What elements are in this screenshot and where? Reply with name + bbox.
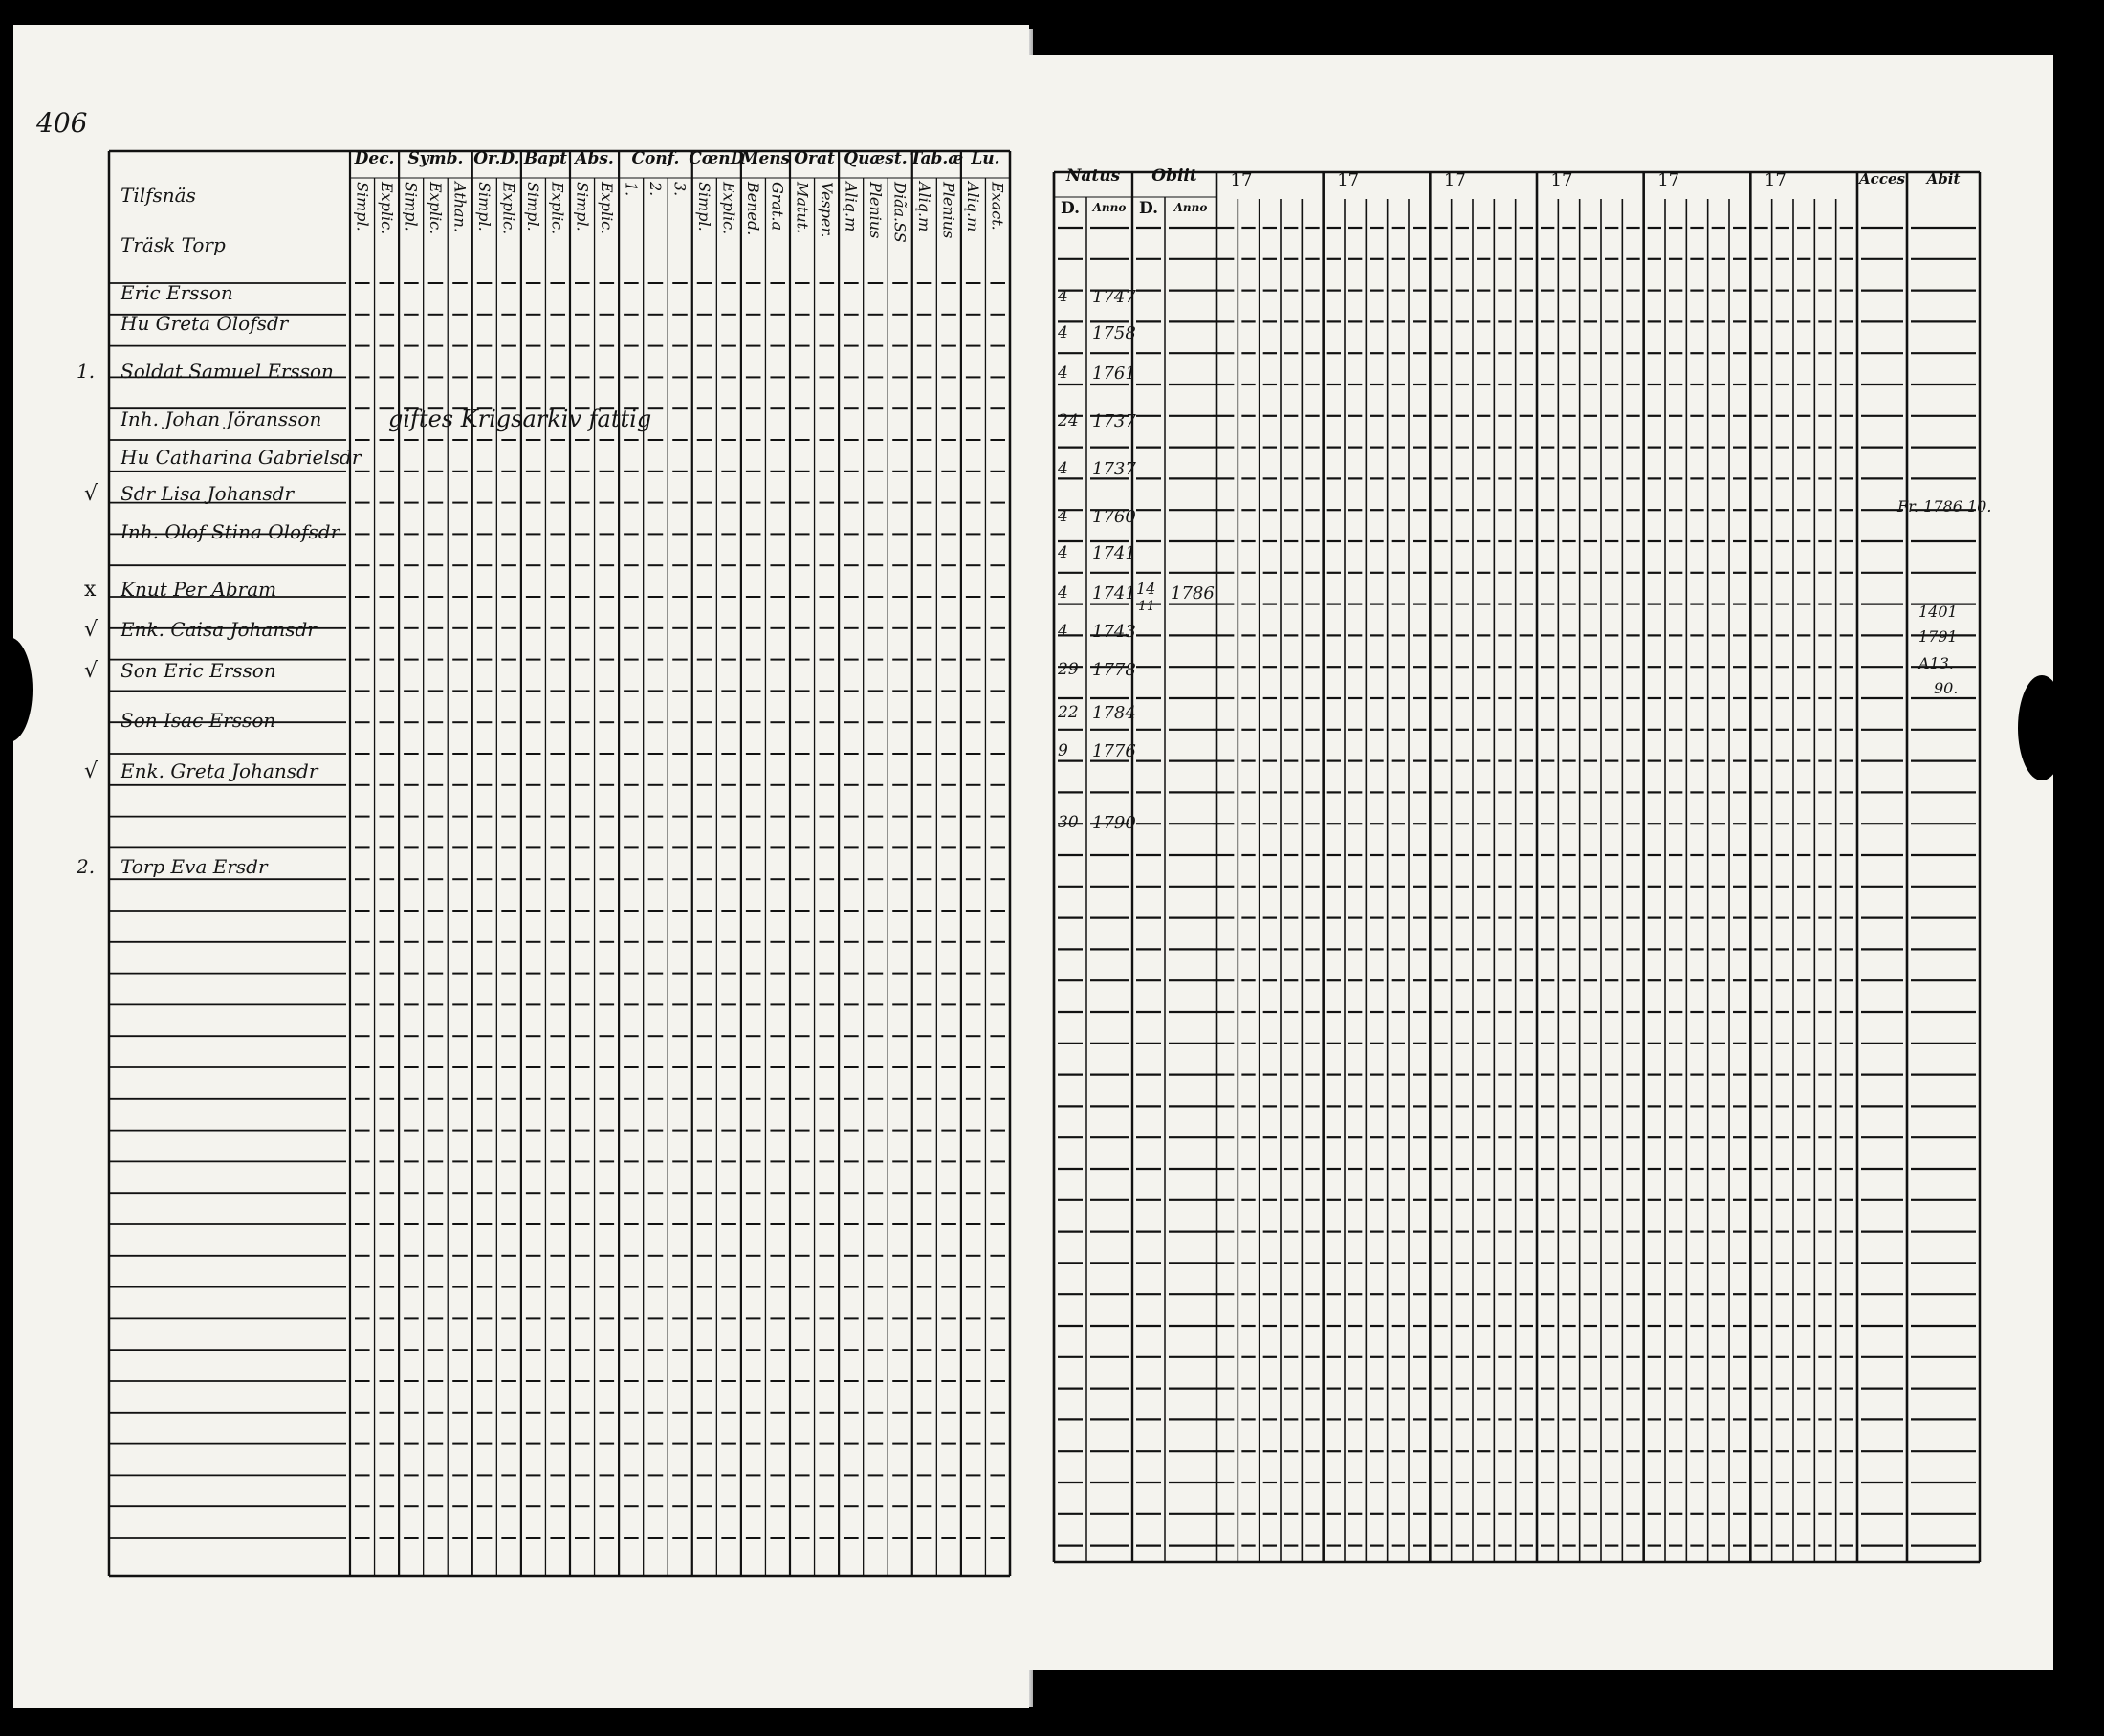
abiit-note: 1401: [1918, 603, 1958, 621]
entry-name: Soldat Samuel Ersson: [121, 360, 334, 383]
birth-year: 1758: [1092, 323, 1136, 343]
birth-day: 24: [1058, 411, 1079, 430]
birth-year: 1741: [1092, 583, 1136, 604]
entry-name: Knut Per Abram: [121, 578, 277, 601]
page-number: 406: [36, 107, 88, 139]
birth-year: 1776: [1092, 741, 1136, 761]
left-sub-label: Simpl.: [524, 182, 543, 231]
entry-name: Inh. Johan Jöransson: [121, 407, 322, 430]
birth-year: 1737: [1092, 459, 1136, 479]
left-sub-label: Explic.: [548, 182, 567, 235]
left-sub-label: Simpl.: [573, 182, 592, 231]
left-sub-label: Exact.: [988, 182, 1007, 231]
birth-day: 4: [1058, 507, 1068, 526]
left-sub-label: 1.: [622, 182, 641, 197]
entry-name: Inh. Olof Stina Olofsdr: [121, 520, 340, 543]
left-page: [13, 25, 1029, 1708]
birth-day: 22: [1058, 703, 1079, 722]
day-label: D.: [1138, 199, 1159, 218]
year-label: 17: [1337, 170, 1360, 190]
birth-day: 9: [1058, 741, 1068, 760]
birth-day: 29: [1058, 660, 1079, 679]
entry-number: 2.: [77, 855, 96, 878]
left-sub-label: Grat.a: [768, 182, 787, 231]
left-group-label: Quæst.: [844, 149, 908, 168]
left-sub-label: 2.: [646, 182, 665, 197]
birth-day: 4: [1058, 583, 1068, 603]
entry-mark: x: [84, 578, 97, 602]
birth-day: 4: [1058, 323, 1068, 342]
left-sub-label: Bened.: [744, 182, 763, 236]
left-group-label: Abs.: [575, 149, 614, 168]
left-sub-label: Simpl.: [475, 182, 494, 231]
year-label: 17: [1443, 170, 1466, 190]
entry-mark: √: [84, 618, 99, 642]
entry-name: Eric Ersson: [121, 281, 233, 304]
year-label: 17: [1550, 170, 1573, 190]
entry-number: 1.: [77, 360, 96, 383]
right-page: [1025, 55, 2053, 1670]
entry-mark: √: [84, 659, 99, 683]
entry-name: Träsk Torp: [121, 233, 226, 256]
left-group-label: Dec.: [354, 149, 395, 168]
entry-name: Sdr Lisa Johansdr: [121, 482, 295, 505]
birth-day: 4: [1058, 543, 1068, 562]
abiit-note: 90.: [1934, 679, 1959, 697]
left-sub-label: Simpl.: [353, 182, 372, 231]
left-sub-label: Simpl.: [695, 182, 714, 231]
abiit-note: A13.: [1918, 654, 1954, 672]
entry-name: Tilfsnäs: [121, 184, 196, 207]
birth-year: 1737: [1092, 411, 1136, 431]
left-group-label: Lu.: [971, 149, 1000, 168]
left-sub-label: Explic.: [719, 182, 738, 235]
left-sub-label: Diãa.SS: [890, 182, 910, 243]
left-group-label: Or.D.: [473, 149, 520, 168]
accessit-label: Acces: [1859, 170, 1905, 187]
entry-name: Enk. Caisa Johansdr: [121, 618, 317, 641]
left-sub-label: Aliq.m: [842, 182, 861, 232]
entry-mark: √: [84, 482, 99, 506]
anno-label: Anno: [1092, 201, 1127, 214]
left-sub-label: Athan.: [450, 182, 470, 232]
left-sub-label: Explic.: [597, 182, 616, 235]
entry-name: Torp Eva Ersdr: [121, 855, 268, 878]
entry-name: Enk. Greta Johansdr: [121, 759, 318, 782]
abiit-note: Fr. 1786 10.: [1897, 497, 1992, 516]
entry-name: Hu Catharina Gabrielsdr: [121, 446, 362, 469]
left-group-label: Bapt: [523, 149, 567, 168]
left-group-label: Symb.: [407, 149, 464, 168]
birth-year: 1747: [1092, 287, 1136, 307]
left-sub-label: Aliq.m: [915, 182, 934, 232]
left-sub-label: Vesper.: [817, 182, 836, 238]
death-year: 1786: [1171, 583, 1215, 604]
year-label: 17: [1230, 170, 1253, 190]
birth-day: 4: [1058, 459, 1068, 478]
entry-name: Son Eric Ersson: [121, 659, 276, 682]
birth-year: 1741: [1092, 543, 1136, 563]
entry-note: giftes Krigsarkiv fattig: [388, 406, 652, 432]
birth-year: 1760: [1092, 507, 1136, 527]
year-label: 17: [1764, 170, 1786, 190]
left-sub-label: Explic.: [377, 182, 396, 235]
birth-day: 4: [1058, 363, 1068, 383]
left-group-label: Mens: [740, 149, 791, 168]
left-sub-label: Explic.: [499, 182, 518, 235]
birth-year: 1743: [1092, 622, 1136, 642]
entry-name: Hu Greta Olofsdr: [121, 312, 289, 335]
death-day: 14: [1136, 580, 1156, 598]
anno-label: Anno: [1173, 201, 1208, 214]
obiit-label: Obiit: [1151, 166, 1197, 186]
left-sub-label: Plenius: [866, 182, 885, 239]
left-sub-label: 3.: [670, 182, 690, 197]
birth-year: 1790: [1092, 813, 1136, 833]
left-group-label: CœnD: [689, 149, 745, 168]
birth-year: 1761: [1092, 363, 1136, 384]
left-group-label: Tab.æ: [910, 149, 964, 168]
year-label: 17: [1657, 170, 1680, 190]
left-sub-label: Simpl.: [402, 182, 421, 231]
birth-day: 4: [1058, 622, 1068, 641]
entry-name: Son Isac Ersson: [121, 709, 276, 732]
abiit-note: 1791: [1918, 627, 1958, 646]
abiit-label: Abit: [1926, 170, 1961, 187]
birth-year: 1778: [1092, 660, 1136, 680]
left-sub-label: Explic.: [426, 182, 445, 235]
right-grid: [1025, 55, 2053, 1670]
left-sub-label: Matut.: [793, 182, 812, 234]
birth-day: 30: [1058, 813, 1079, 832]
left-sub-label: Aliq.m: [964, 182, 983, 232]
day-label: D.: [1060, 199, 1081, 218]
left-group-label: Orat: [794, 149, 835, 168]
entry-mark: √: [84, 759, 99, 783]
left-group-label: Conf.: [631, 149, 680, 168]
birth-year: 1784: [1092, 703, 1136, 723]
death-sub: 11: [1138, 599, 1155, 614]
left-sub-label: Plenius: [939, 182, 958, 239]
birth-day: 4: [1058, 287, 1068, 306]
natus-label: Natus: [1065, 166, 1121, 186]
